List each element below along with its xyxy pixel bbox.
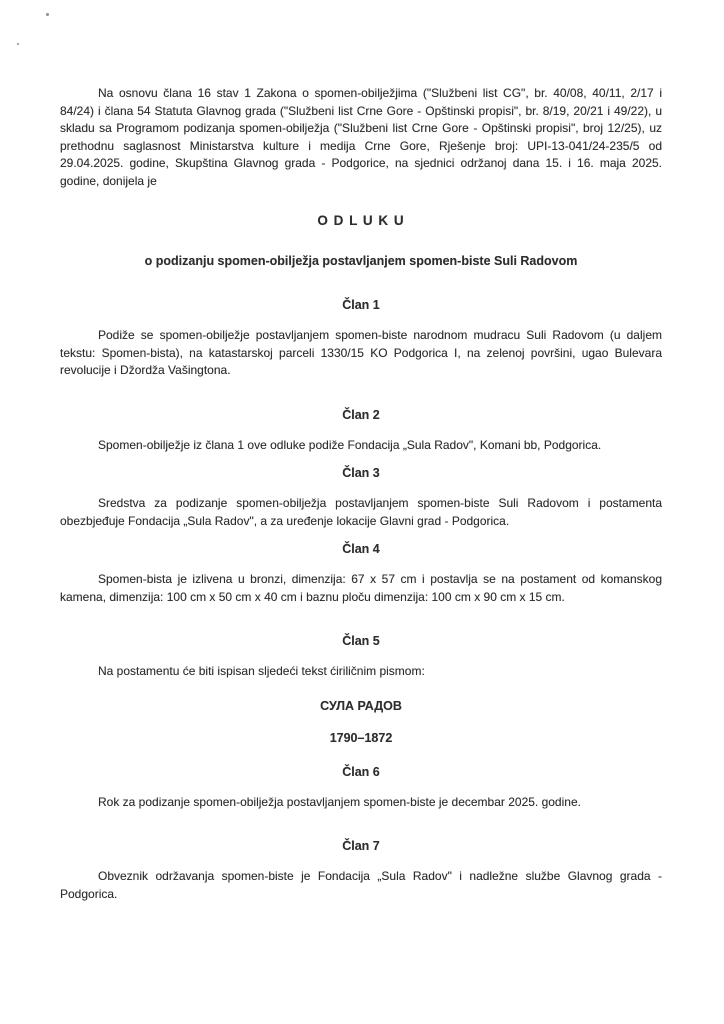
- article-6-heading: Član 6: [342, 764, 380, 779]
- article-3-heading: Član 3: [342, 466, 380, 480]
- preamble-paragraph: Na osnovu člana 16 stav 1 Zakona o spomen-obilježjima ("Službeni list CG", br. 40/08, 40/11, 2/17 i 84/24) i člana 54 Statuta Glavnog grada ("Službeni list Crne Gore - Opštinski propisi", br. 8/19, 20/21 i 49/22), u skladu sa Programom podizanja spomen-obilježja ("Službeni list Crne Gore - Opštinski propisi", broj 12/25), uz prethodnu saglasnost Ministarstva kulture i medija Crne Gore, Rješenje broj: UPI-13-041/24-235/5 od 29.04.2025. godine, Skupština Glavnog grada - Podgorice, na sjednici održanoj dana 15. i 16. maja 2025. godine, donijela je: [60, 86, 662, 188]
- article-7-heading: Član 7: [342, 839, 380, 853]
- decision-title: O D L U K U: [317, 213, 405, 228]
- article-3-paragraph: Sredstva za podizanje spomen-obilježja postavljanjem spomen-biste Suli Radovom i postamenta obezbjeđuje Fondacija „Sula Radov", a za uređenje lokacije Glavni grad - Podgorica.: [60, 496, 662, 528]
- scan-speck: [17, 43, 19, 45]
- article-5-heading: Član 5: [342, 634, 380, 648]
- decision-subtitle: o podizanju spomen-obilježja postavljanjem spomen-biste Suli Radovom: [144, 254, 578, 268]
- article-2-paragraph: Spomen-obilježje iz člana 1 ove odluke podiže Fondacija „Sula Radov", Komani bb, Podgorica.: [98, 437, 602, 452]
- article-4-heading: Član 4: [342, 542, 380, 556]
- article-7-paragraph: Obveznik održavanja spomen-biste je Fondacija „Sula Radov" i nadležne službe Glavnog grada - Podgorica.: [60, 869, 662, 901]
- article-1-heading: Član 1: [342, 298, 380, 312]
- article-2-heading: Član 2: [342, 407, 380, 422]
- inscription-name: СУЛА РАДОВ: [320, 698, 402, 713]
- article-6-paragraph: Rok za podizanje spomen-obilježja postavljanjem spomen-biste je decembar 2025. godine.: [98, 794, 581, 809]
- article-1-paragraph: Podiže se spomen-obilježje postavljanjem spomen-biste narodnom mudracu Suli Radovom (u daljem tekstu: Spomen-bista), na katastarskoj parceli 1330/15 KO Podgorica I, na zelenoj površini, ugao Bulevara revolucije i Džordža Vašingtona.: [60, 328, 662, 377]
- article-4-paragraph: Spomen-bista je izlivena u bronzi, dimenzija: 67 x 57 cm i postavlja se na postament od komanskog kamena, dimenzija: 100 cm x 50 cm x 40 cm i baznu ploču dimenzija: 100 cm x 90 cm x 15 cm.: [60, 572, 662, 604]
- scan-speck: [46, 13, 49, 16]
- inscription-years: 1790–1872: [329, 731, 393, 745]
- article-5-paragraph: Na postamentu će biti ispisan sljedeći tekst ćiriličnim pismom:: [98, 664, 425, 678]
